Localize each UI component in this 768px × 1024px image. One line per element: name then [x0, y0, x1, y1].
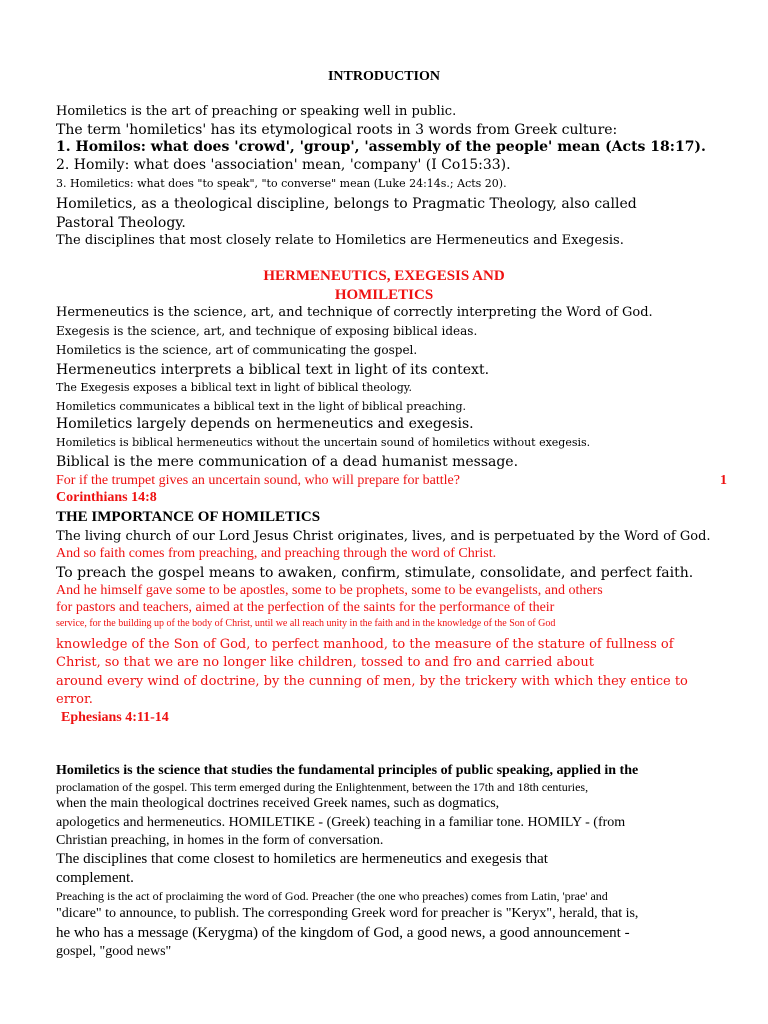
intro-line-1: Homiletics is the art of preaching or speaking well in public. [56, 104, 457, 119]
section2-line-2: Exegesis is the science, art, and technique of exposing biblical ideas. [56, 324, 478, 338]
intro-line-5: 3. Homiletics: what does "to speak", "to converse" mean (Luke 24:14s.; Acts 20). [56, 177, 507, 190]
ephesians-line-1: And he himself gave some to be apostles, some to be prophets, some to be evangelists, and others [56, 583, 603, 598]
ephesians-line-5: Christ, so that we are no longer like children, tossed to and fro and carried about [56, 655, 594, 670]
final-line-7: complement. [56, 870, 134, 886]
quote-corinthians-number: 1 [720, 473, 727, 488]
quote-corinthians-ref: Corinthians 14:8 [56, 490, 157, 505]
section2-line-6: Homiletics communicates a biblical text in the light of biblical preaching. [56, 400, 467, 413]
section2-line-4: Hermeneutics interprets a biblical text in light of its context. [56, 362, 490, 378]
intro-line-3: 1. Homilos: what does 'crowd', 'group', 'assembly of the people' mean (Acts 18:17). [56, 139, 706, 155]
section-heading-line-1: HERMENEUTICS, EXEGESIS AND [263, 268, 505, 284]
final-line-5: Christian preaching, in homes in the form of conversation. [56, 833, 384, 848]
ephesians-line-3: service, for the building up of the body of Christ, until we all reach unity in the faith and in the knowledge of the Son of God [56, 618, 556, 629]
section2-line-8: Homiletics is biblical hermeneutics without the uncertain sound of homiletics without exegesis. [56, 436, 591, 449]
section2-line-9: Biblical is the mere communication of a dead humanist message. [56, 454, 519, 470]
section3-quote: And so faith comes from preaching, and preaching through the word of Christ. [56, 546, 497, 561]
intro-line-4: 2. Homily: what does 'association' mean, 'company' (I Co15:33). [56, 157, 511, 173]
ephesians-line-2: for pastors and teachers, aimed at the perfection of the saints for the performance of their [56, 600, 555, 615]
ephesians-line-6: around every wind of doctrine, by the cunning of men, by the trickery with which they entice to [56, 674, 688, 689]
final-line-1: Homiletics is the science that studies the fundamental principles of public speaking, applied in the [56, 763, 639, 778]
final-line-9: "dicare" to announce, to publish. The corresponding Greek word for preacher is "Keryx", herald, that is, [56, 906, 639, 921]
ephesians-line-7: error. [56, 692, 93, 707]
page-title: INTRODUCTION [327, 69, 440, 84]
section3-line-2: To preach the gospel means to awaken, confirm, stimulate, consolidate, and perfect faith. [56, 565, 694, 581]
section2-line-3: Homiletics is the science, art of communicating the gospel. [56, 343, 418, 357]
intro-line-8: The disciplines that most closely relate to Homiletics are Hermeneutics and Exegesis. [56, 233, 624, 248]
section2-line-7: Homiletics largely depends on hermeneutics and exegesis. [56, 416, 474, 432]
final-line-6: The disciplines that come closest to homiletics are hermeneutics and exegesis that [56, 851, 548, 867]
section3-heading: THE IMPORTANCE OF HOMILETICS [56, 509, 321, 525]
intro-line-7: Pastoral Theology. [56, 215, 186, 231]
final-line-4: apologetics and hermeneutics. HOMILETIKE - (Greek) teaching in a familiar tone. HOMILY - (from [56, 815, 626, 830]
section2-line-1: Hermeneutics is the science, art, and technique of correctly interpreting the Word of God. [56, 305, 653, 320]
final-line-3: when the main theological doctrines received Greek names, such as dogmatics, [56, 796, 500, 811]
final-line-11: gospel, "good news" [56, 944, 172, 959]
section3-line-1: The living church of our Lord Jesus Christ originates, lives, and is perpetuated by the Word of God. [56, 529, 711, 544]
quote-corinthians-text: For if the trumpet gives an uncertain sound, who will prepare for battle? [56, 473, 460, 488]
section-heading-line-2: HOMILETICS [334, 287, 434, 303]
intro-line-6: Homiletics, as a theological discipline, belongs to Pragmatic Theology, also called [56, 196, 637, 212]
final-line-10: he who has a message (Kerygma) of the kingdom of God, a good news, a good announcement - [56, 925, 630, 941]
section2-line-5: The Exegesis exposes a biblical text in light of biblical theology. [56, 381, 412, 394]
final-line-2: proclamation of the gospel. This term emerged during the Enlightenment, between the 17th and 18th centuries, [56, 780, 589, 794]
intro-line-2: The term 'homiletics' has its etymological roots in 3 words from Greek culture: [56, 122, 618, 138]
ephesians-line-4: knowledge of the Son of God, to perfect manhood, to the measure of the stature of fullness of [56, 637, 674, 652]
final-line-8: Preaching is the act of proclaiming the word of God. Preacher (the one who preaches) comes from Latin, 'prae' and [56, 889, 608, 903]
ephesians-ref: Ephesians 4:11-14 [61, 710, 169, 725]
